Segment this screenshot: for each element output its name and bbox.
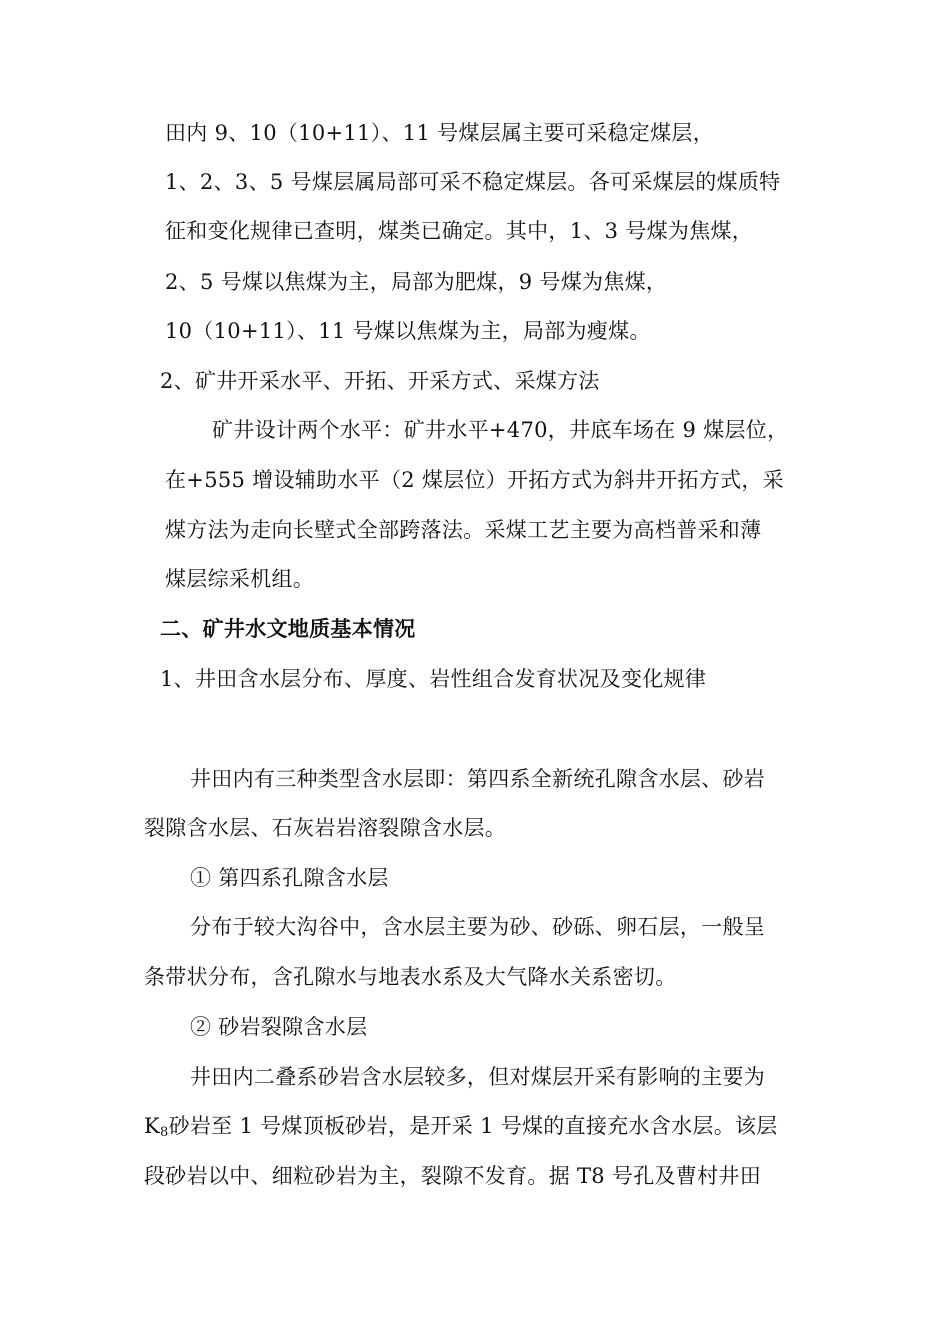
paragraph-line: 在+555 增设辅助水平（2 煤层位）开拓方式为斜井开拓方式，采 (165, 468, 784, 492)
paragraph-line: 征和变化规律已查明，煤类已确定。其中，1、3 号煤为焦煤， (165, 219, 754, 243)
k8-symbol: K (144, 1114, 160, 1138)
aquifer-title: ① 第四系孔隙含水层 (190, 866, 389, 890)
paragraph-line (144, 1111, 778, 1148)
paragraph-line: 井田内二叠系砂岩含水层较多，但对煤层开采有影响的主要为 (190, 1065, 766, 1089)
paragraph-line: 1、2、3、5 号煤层属局部可采不稳定煤层。各可采煤层的煤质特 (165, 170, 781, 194)
paragraph-line-text: 砂岩至 1 号煤顶板砂岩，是开采 1 号煤的直接充水含水层。该层 (168, 1114, 778, 1138)
paragraph-line: 井田内有三种类型含水层即：第四系全新统孔隙含水层、砂岩 (190, 767, 766, 791)
paragraph-line: 条带状分布，含孔隙水与地表水系及大气降水关系密切。 (144, 965, 677, 989)
paragraph-line: 2、5 号煤以焦煤为主，局部为肥煤，9 号煤为焦煤， (165, 270, 668, 294)
paragraph-line: 段砂岩以中、细粒砂岩为主，裂隙不发育。据 T8 号孔及曹村井田 (144, 1164, 762, 1188)
paragraph-line: 煤层综采机组。 (165, 567, 315, 591)
section-subheading: 1、井田含水层分布、厚度、岩性组合发育状况及变化规律 (160, 667, 707, 691)
paragraph-line: 煤方法为走向长壁式全部跨落法。采煤工艺主要为高档普采和薄 (165, 518, 762, 542)
paragraph-line: 分布于较大沟谷中，含水层主要为砂、砂砾、卵石层，一般呈 (190, 915, 766, 939)
paragraph-line: 裂隙含水层、石灰岩岩溶裂隙含水层。 (144, 816, 507, 840)
paragraph-line: 10（10+11）、11 号煤以焦煤为主，局部为瘦煤。 (165, 319, 651, 343)
section-subheading: 2、矿井开采水平、开拓、开采方式、采煤方法 (160, 369, 600, 393)
paragraph-line: 田内 9、10（10+11）、11 号煤层属主要可采稳定煤层， (165, 121, 714, 145)
section-heading: 二、矿井水文地质基本情况 (160, 617, 416, 641)
paragraph-line: 矿井设计两个水平：矿井水平+470，井底车场在 9 煤层位， (212, 418, 789, 442)
aquifer-title: ② 砂岩裂隙含水层 (190, 1015, 368, 1039)
k8-subscript: 8 (160, 1125, 169, 1140)
